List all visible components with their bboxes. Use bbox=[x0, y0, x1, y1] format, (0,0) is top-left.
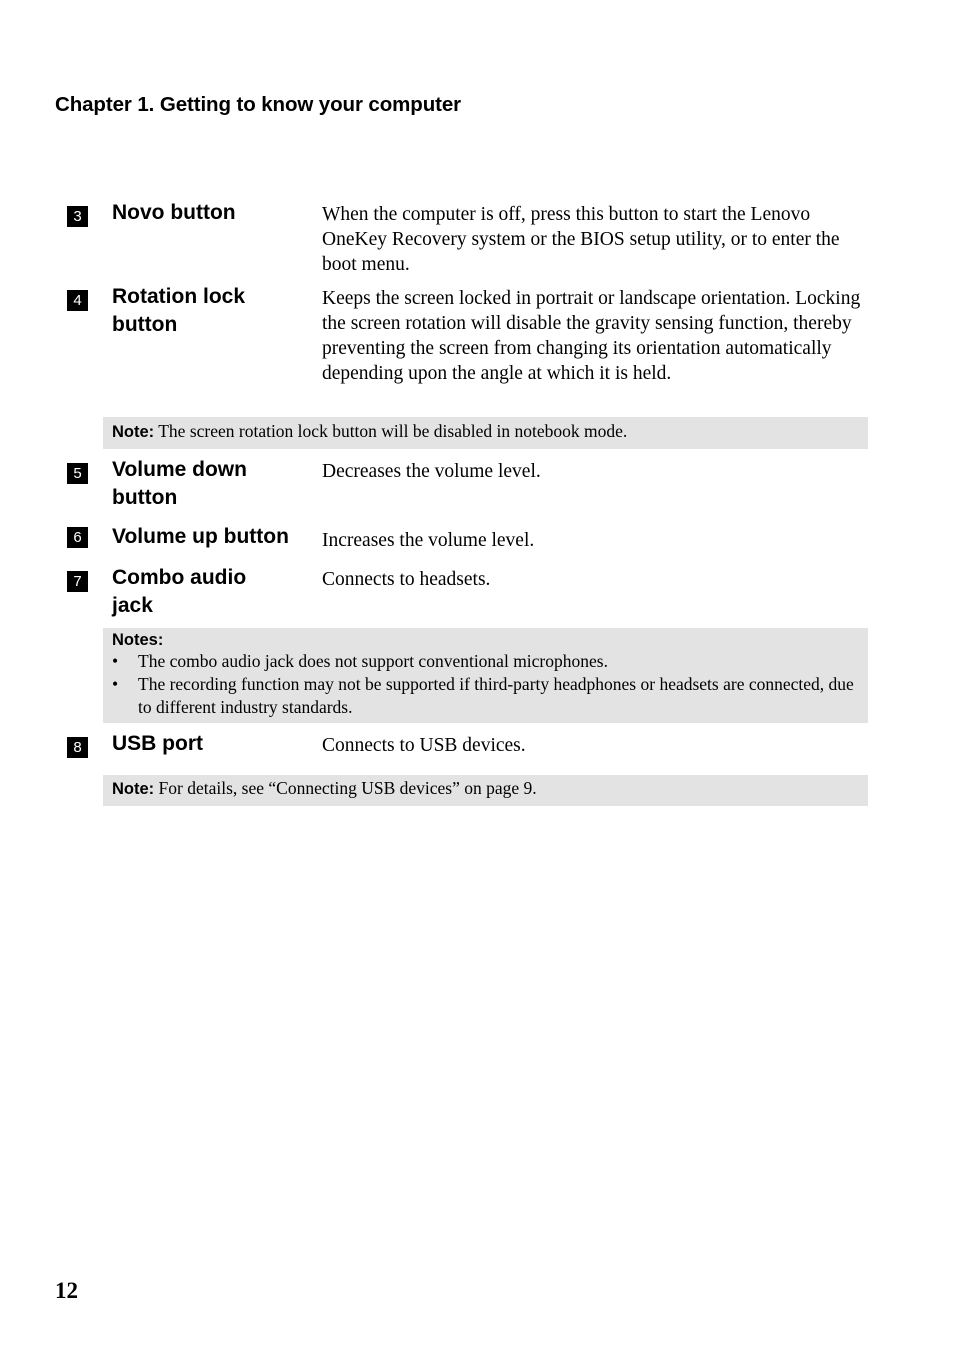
item-term-line: Rotation lock bbox=[112, 285, 246, 308]
bullet-mark: • bbox=[112, 674, 119, 694]
item-number-badge: 7 bbox=[67, 571, 88, 592]
item-description: Connects to USB devices. bbox=[322, 735, 526, 756]
note-box-usb bbox=[103, 775, 868, 806]
item-term-line: button bbox=[112, 486, 178, 509]
item-description: Connects to headsets. bbox=[322, 569, 491, 590]
item-description: Increases the volume level. bbox=[322, 530, 535, 551]
item-term bbox=[112, 199, 317, 227]
item-description: Keeps the screen locked in portrait or landscape orientation. Locking the screen rotation will disable the gravity sensing function, thereby preventing the screen from changing its orientation automatically depending upon the angle at which it is held. bbox=[322, 288, 861, 384]
notes-title: Notes: bbox=[112, 631, 164, 649]
notes-box-audio bbox=[103, 628, 868, 723]
note-line bbox=[112, 420, 854, 444]
notes-bullet-item bbox=[112, 650, 854, 673]
item-term-line: Volume up button bbox=[112, 525, 289, 548]
item-term bbox=[112, 730, 317, 758]
item-term bbox=[112, 523, 322, 551]
item-term bbox=[112, 564, 317, 620]
item-term-line: Combo audio bbox=[112, 566, 247, 589]
page-number: 12 bbox=[55, 1278, 78, 1303]
item-number-badge: 3 bbox=[67, 206, 88, 227]
bullet-text: The recording function may not be supported if third-party headphones or headsets are connected, due to different industry standards. bbox=[138, 674, 854, 717]
item-term-line: USB port bbox=[112, 732, 203, 755]
item-term bbox=[112, 283, 317, 339]
bullet-text: The combo audio jack does not support conventional microphones. bbox=[138, 651, 608, 671]
item-term-line: Volume down bbox=[112, 458, 247, 481]
item-term-line: button bbox=[112, 313, 178, 336]
note-text: For details, see “Connecting USB devices” on page 9. bbox=[154, 778, 537, 798]
item-number-badge: 5 bbox=[67, 463, 88, 484]
item-term-line: Novo button bbox=[112, 201, 236, 224]
bullet-mark: • bbox=[112, 651, 119, 671]
note-label: Note: bbox=[112, 780, 155, 798]
item-description: Decreases the volume level. bbox=[322, 461, 541, 482]
item-term-line: jack bbox=[112, 594, 153, 617]
note-line bbox=[112, 777, 854, 801]
item-term bbox=[112, 456, 317, 512]
note-label: Note: bbox=[112, 423, 155, 441]
note-text: The screen rotation lock button will be disabled in notebook mode. bbox=[154, 421, 628, 441]
item-number-badge: 6 bbox=[67, 527, 88, 548]
item-description: When the computer is off, press this button to start the Lenovo OneKey Recovery system or the BIOS setup utility, or to enter the boot menu. bbox=[322, 204, 840, 275]
notes-bullet-item bbox=[112, 673, 854, 719]
item-number-badge: 4 bbox=[67, 290, 88, 311]
item-number-badge: 8 bbox=[67, 737, 88, 758]
note-box-rotation bbox=[103, 417, 868, 449]
chapter-heading: Chapter 1. Getting to know your computer bbox=[55, 93, 462, 116]
